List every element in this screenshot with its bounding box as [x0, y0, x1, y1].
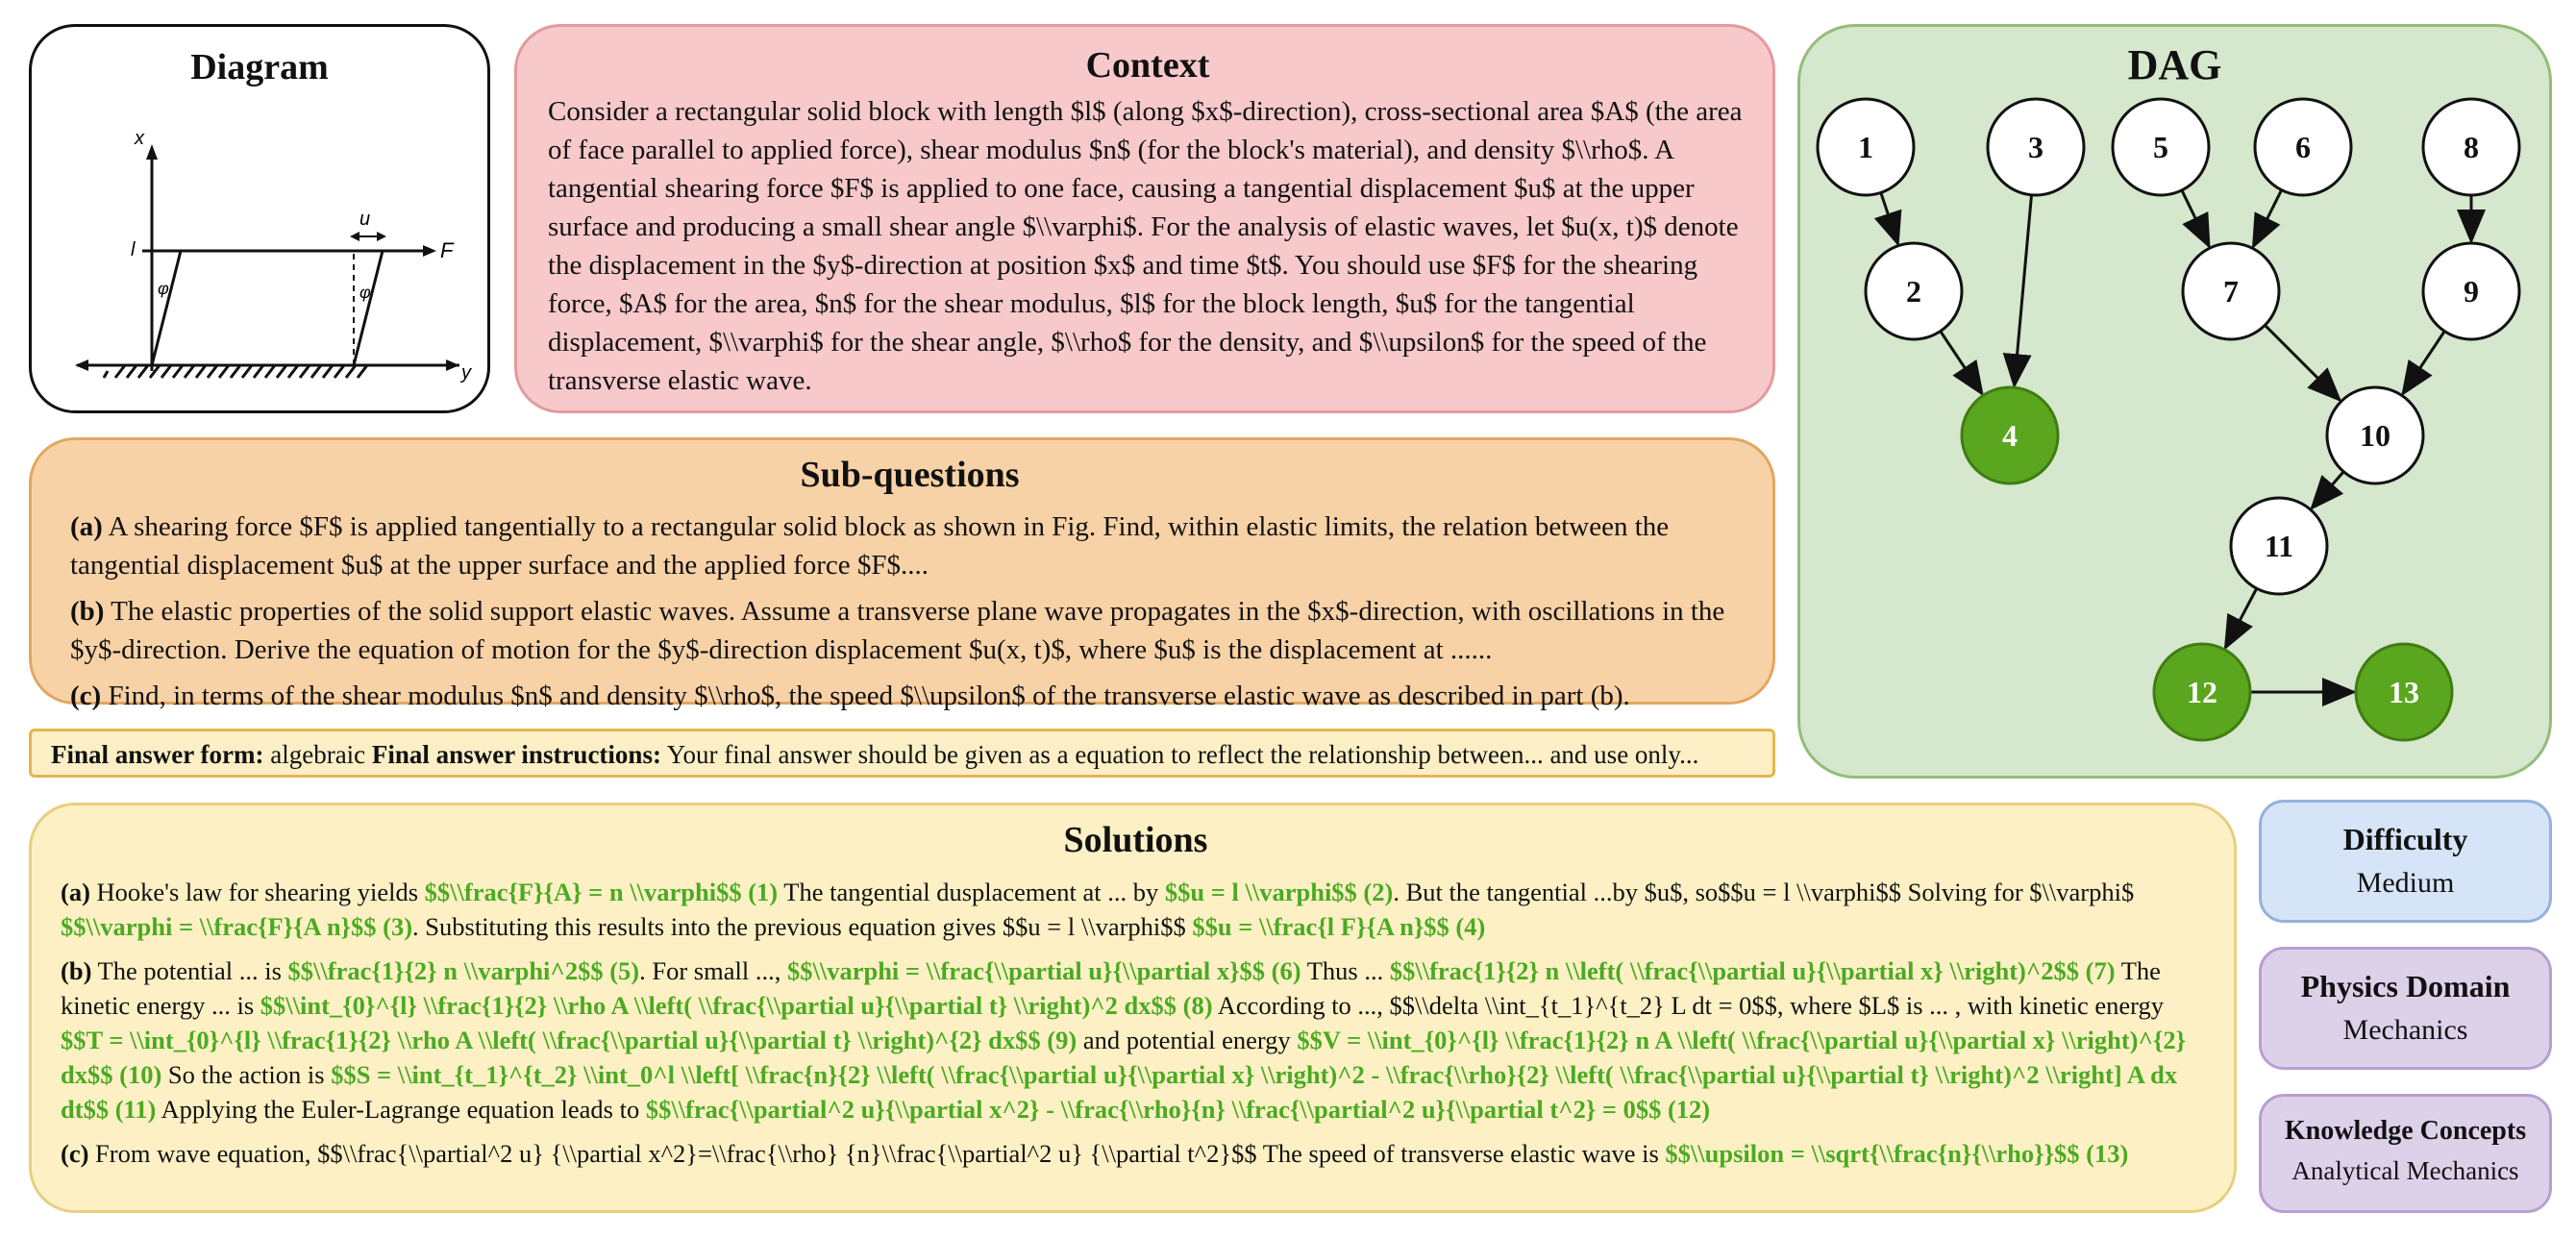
- dag-node-label: 10: [2360, 418, 2390, 453]
- solution-equation: $$\\int_{0}^{l} \\frac{1}{2} \\rho A \\left( \\frac{\\partial u}{\\partial t} \\right)^2 dx$$ (8): [260, 991, 1213, 1020]
- solution-equation: $$S = \\int_{t_1}^{t_2} \\int_0^l \\left[ \\frac{n}{2} \\left( \\frac{\\partial u}{\\partial x} \\right)^2 - \\frac{\\rho}{2} \\left( \\frac{\\partial u}{\\partial t} \\right)^2 \\right] A dx dt$$ (11): [61, 1060, 2178, 1124]
- dag-node-10: [2327, 387, 2423, 483]
- solution-text: and potential energy: [1077, 1026, 1298, 1054]
- difficulty-title: Difficulty: [2342, 822, 2468, 856]
- ground-hatch: [104, 365, 367, 378]
- final-answer-form-value: algebraic: [263, 740, 372, 769]
- dag-node-5: [2113, 99, 2209, 195]
- solution-equation: $$u = l \\varphi$$ (2): [1164, 878, 1394, 906]
- subquestion-c: [70, 677, 1749, 715]
- dag-node-1: [1818, 99, 1914, 195]
- dag-node-label: 1: [1858, 130, 1873, 164]
- dag-edge-9-10: [2403, 332, 2444, 394]
- solution-equation: $$\\frac{1}{2} n \\left( \\frac{\\partial u}{\\partial x} \\right)^2$$ (7): [1389, 956, 2116, 985]
- dag-node-6: [2255, 99, 2351, 195]
- dag-edge-7-10: [2265, 325, 2340, 400]
- solution-equation: $$\\frac{\\partial^2 u}{\\partial x^2} - \\frac{\\rho}{n} \\frac{\\partial^2 u}{\\partial t^2} = 0$$ (12): [645, 1095, 1711, 1124]
- knowledge-concepts-value: Analytical Mechanics: [2291, 1156, 2519, 1185]
- dag-edge-10-11: [2312, 472, 2343, 508]
- solution-equation: $$T = \\int_{0}^{l} \\frac{1}{2} \\rho A \\left( \\frac{\\partial u}{\\partial t} \\right)^{2} dx$$ (9): [61, 1026, 1077, 1054]
- solutions-panel: [29, 803, 2237, 1213]
- dag-node-4: [1962, 387, 2058, 483]
- physics-domain-title: Physics Domain: [2300, 969, 2511, 1003]
- physics-domain-value: Mechanics: [2342, 1014, 2468, 1046]
- context-title: Context: [1085, 45, 1210, 86]
- label-phi-left: φ: [158, 279, 169, 298]
- solutions-title: Solutions: [1063, 820, 1208, 860]
- solution-equation: $$\\varphi = \\frac{\\partial u}{\\partial x}$$ (6): [786, 956, 1301, 985]
- solution-equation: $$\\varphi = \\frac{F}{A n}$$ (3): [61, 912, 413, 941]
- solution-equation: $$\\upsilon = \\sqrt{\\frac{n}{\\rho}}$$ (13): [1665, 1139, 2129, 1168]
- label-phi-right: φ: [359, 283, 371, 302]
- knowledge-concepts-box: [2259, 1094, 2552, 1213]
- diagram-title: Diagram: [190, 47, 329, 87]
- solution-c-label: (c): [61, 1139, 89, 1168]
- label-u: u: [359, 209, 371, 230]
- solution-text: The kinetic energy ... is: [61, 956, 2161, 1020]
- dag-node-label: 8: [2464, 130, 2479, 164]
- dag-node-3: [1988, 99, 2084, 195]
- context-panel: [514, 24, 1775, 413]
- subquestion-c-label: (c): [70, 681, 102, 711]
- dag-node-label: 2: [1906, 274, 1921, 309]
- physics-domain-box: [2259, 947, 2552, 1070]
- subquestion-a: [70, 508, 1749, 584]
- solution-b: [61, 953, 2211, 1127]
- dag-node-13: [2356, 644, 2452, 740]
- solution-text: . But the tangential ...by $u$, so$$u = l \\varphi$$ Solving for $\\varphi$: [1393, 878, 2135, 906]
- label-y: y: [461, 362, 471, 384]
- dag-node-2: [1866, 243, 1962, 339]
- solution-text: Thus ...: [1300, 956, 1390, 985]
- dag-node-11: [2231, 498, 2327, 594]
- final-answer-instructions-label: Final answer instructions:: [371, 740, 661, 769]
- dag-graph: [1800, 27, 2555, 781]
- solution-text: The potential ... is: [91, 956, 288, 985]
- dag-node-label: 3: [2028, 130, 2043, 164]
- dag-edge-3-4: [2015, 195, 2032, 385]
- dag-edge-6-7: [2253, 190, 2281, 247]
- dag-node-label: 7: [2223, 274, 2239, 309]
- subquestion-b-text: The elastic properties of the solid support elastic waves. Assume a transverse plane wave propagates in the $x$-direction, with oscillations in the $y$-direction. Derive the equation of motion for the $y$-direction displacement $u(x, t)$, where $u$ is the displacement at ......: [70, 596, 1725, 665]
- solution-text: From wave equation, $$\\frac{\\partial^2 u} {\\partial x^2}=\\frac{\\rho} {n}\\frac{\\partial^2 u} {\\partial t^2}$$ The speed of transverse elastic wave is: [88, 1139, 1666, 1168]
- shear-block-figure: [65, 123, 469, 411]
- subquestions-title: Sub-questions: [800, 455, 1020, 495]
- solution-text: . Substituting this results into the previous equation gives $$u = l \\varphi$$: [412, 912, 1193, 941]
- dag-node-label: 12: [2187, 675, 2217, 709]
- dag-node-8: [2423, 99, 2519, 195]
- solution-b-label: (b): [61, 956, 92, 985]
- solution-equation: $$V = \\int_{0}^{l} \\frac{1}{2} n A \\left( \\frac{\\partial u}{\\partial x} \\right)^{2} dx$$ (10): [61, 1026, 2187, 1089]
- dag-edge-1-2: [1881, 192, 1898, 243]
- solution-equation: $$\\frac{F}{A} = n \\varphi$$ (1): [424, 878, 779, 906]
- solution-a-label: (a): [61, 878, 90, 906]
- subquestion-c-text: Find, in terms of the shear modulus $n$ and density $\\rho$, the speed $\\upsilon$ of the transverse elastic wave as described in part (b).: [101, 681, 1630, 711]
- dag-title: DAG: [2127, 41, 2222, 88]
- subquestion-b-label: (b): [70, 596, 105, 627]
- subquestions-panel: [29, 437, 1775, 711]
- subquestion-b: [70, 592, 1749, 669]
- dag-panel: [1797, 24, 2552, 779]
- diagram-panel: [29, 24, 490, 413]
- dag-node-label: 6: [2295, 130, 2311, 164]
- final-answer-bar: [29, 729, 1775, 778]
- context-text: Consider a rectangular solid block with length $l$ (along $x$-direction), cross-sectional area $A$ (the area of face parallel to applied force), shear modulus $n$ (for the block's material), and density $\\rho$. A tangential shearing force $F$ is applied to one face, causing a tangential displacement $u$ at the upper surface and producing a small shear angle $\\varphi$. For the analysis of elastic waves, let $u(x, t)$ denote the displacement in the $y$-direction at position $x$ and time $t$. You should use $F$ for the shearing force, $A$ for the area, $n$ for the shear modulus, $l$ for the block length, $u$ for the tangential displacement, $\\varphi$ for the shear angle, $\\rho$ for the density, and $\\upsilon$ for the speed of the transverse elastic wave.: [548, 96, 1743, 396]
- dag-node-label: 9: [2464, 274, 2479, 309]
- solution-c: [61, 1136, 2211, 1171]
- solution-a: [61, 875, 2211, 944]
- dag-node-9: [2423, 243, 2519, 339]
- subquestion-a-label: (a): [70, 511, 103, 542]
- dag-edge-11-12: [2225, 588, 2256, 648]
- solution-equation: $$u = \\frac{l F}{A n}$$ (4): [1192, 912, 1486, 941]
- solution-text: The tangential dusplacement at ... by: [778, 878, 1165, 906]
- solution-text: According to ..., $$\\delta \\int_{t_1}^{t_2} L dt = 0$$, where $L$ is ... , with kinetic energy: [1212, 991, 2164, 1020]
- dag-node-label: 11: [2264, 529, 2294, 563]
- subquestion-a-text: A shearing force $F$ is applied tangentially to a rectangular solid block as shown in Fig. Find, within elastic limits, the relation between the tangential displacement $u$ at the upper surface and the applied force $F$....: [70, 511, 1670, 581]
- dag-edge-2-4: [1941, 332, 1982, 394]
- solution-text: Hooke's law for shearing yields: [89, 878, 425, 906]
- difficulty-value: Medium: [2356, 867, 2455, 899]
- label-l: l: [131, 239, 136, 260]
- dag-node-12: [2154, 644, 2250, 740]
- final-answer-instructions-value: Your final answer should be given as a equation to reflect the relationship between... and use only...: [660, 740, 1699, 769]
- dag-node-label: 4: [2002, 418, 2018, 453]
- dag-node-label: 13: [2389, 675, 2419, 709]
- knowledge-concepts-title: Knowledge Concepts: [2284, 1116, 2527, 1146]
- difficulty-box: [2259, 800, 2552, 923]
- solution-equation: $$\\frac{1}{2} n \\varphi^2$$ (5): [287, 956, 640, 985]
- dag-node-7: [2183, 243, 2279, 339]
- final-answer-form-label: Final answer form:: [51, 740, 264, 769]
- dag-node-label: 5: [2153, 130, 2168, 164]
- label-F: F: [440, 238, 454, 262]
- solution-text: So the action is: [161, 1060, 332, 1089]
- solution-text: Applying the Euler-Lagrange equation leads to: [156, 1095, 646, 1124]
- dag-edge-5-7: [2182, 190, 2209, 246]
- label-x: x: [135, 128, 144, 149]
- solution-text: . For small ...,: [639, 956, 787, 985]
